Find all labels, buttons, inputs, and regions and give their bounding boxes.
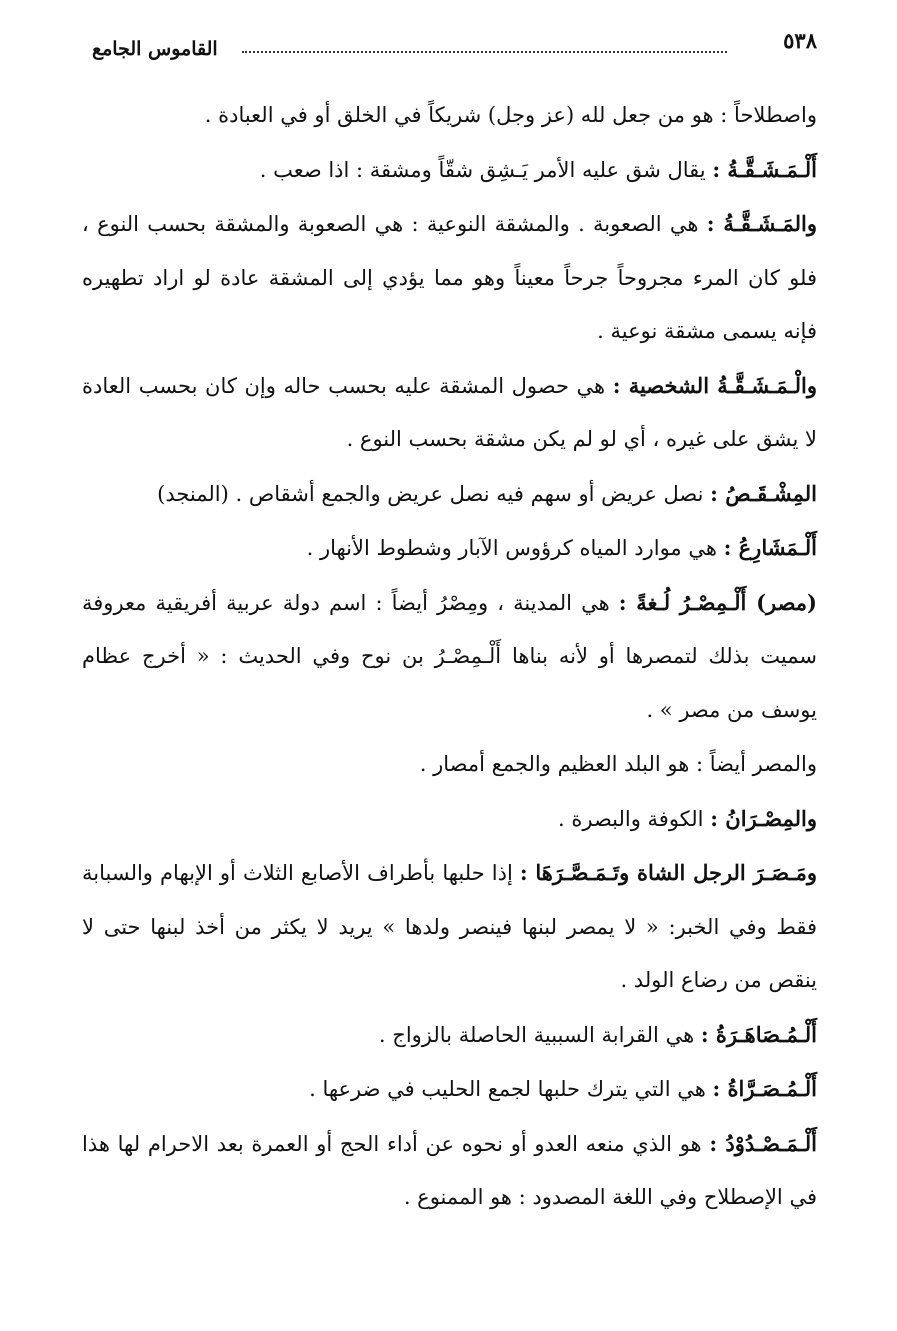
page-header (92, 28, 817, 68)
entry-text: واصطلاحاً : هو من جعل لله (عز وجل) شريكاً في الخلق أو في العبادة . (204, 103, 817, 127)
entry-text: هو الذي منعه العدو أو نحوه عن أداء الحج أو العمرة بعد الاحرام لها هذا في الإصطلاح وفي اللغة المصدود : هو الممنوع . (82, 1131, 817, 1209)
entry-text: والمصر أيضاً : هو البلد العظيم والجمع أمصار . (419, 752, 817, 776)
entry-term: والْـمَـشَـقَّـةُ الشخصية : (612, 372, 817, 398)
entry-paragraph (82, 1008, 817, 1063)
entry-text: هي التي يترك حلبها لجمع الحليب في ضرعها . (309, 1077, 713, 1101)
entry-term: أَلْـمُـصَاهَـرَةُ : (700, 1021, 817, 1047)
entry-paragraph (82, 1062, 817, 1117)
entry-term: أَلْـمَـشَـقَّـةُ : (712, 156, 817, 182)
entry-text: هي المدينة ، ومِصْرُ أيضاً : اسم دولة عربية أفريقية معروفة سميت بذلك لتمصرها أو لأنه بناها أَلْـمِصْـرُ بن نوح وفي الحديث : « أخرج عظام يوسف من مصر » . (82, 590, 817, 722)
entry-term: أَلْـمُـصَـرَّاةُ : (712, 1076, 817, 1101)
entry-paragraph (82, 359, 817, 467)
header-dotted-leader (242, 51, 727, 53)
entry-paragraph (82, 576, 817, 738)
page-number: ٥٣٨ (783, 28, 817, 53)
entry-paragraph (82, 792, 817, 847)
entry-paragraph (82, 846, 817, 1008)
entry-paragraph (82, 143, 817, 198)
entry-text: هي حصول المشقة عليه بحسب حاله وإن كان بحسب العادة لا يشق على غيره ، أي لو لم يكن مشقة بحسب النوع . (82, 373, 817, 451)
entry-text: هي الصعوبة . والمشقة النوعية : هي الصعوبة والمشقة بحسب النوع ، فلو كان المرء مجروحاً جرحاً معيناً وهو مما يؤدي إلى المشقة عادة لو اراد تطهيره فإنه يسمى مشقة نوعية . (82, 212, 817, 343)
entry-term: ومَـصَـرَ الرجل الشاة وتَـمَـصَّـرَهَا : (519, 860, 817, 885)
entry-text: الكوفة والبصرة . (558, 806, 711, 831)
entry-text: هي موارد المياه كرؤوس الآبار وشطوط الأنهار . (306, 536, 724, 560)
entry-paragraph (82, 521, 817, 576)
entry-paragraph (82, 197, 817, 359)
entry-text: نصل عريض أو سهم فيه نصل عريض والجمع أشقاص . (المنجد) (157, 481, 711, 506)
entry-term: والمِصْـرَانُ : (710, 805, 817, 831)
entry-text: هي القرابة السببية الحاصلة بالزواج . (378, 1022, 701, 1047)
entry-paragraph (82, 1117, 817, 1225)
entry-text: يقال شق عليه الأمر يَـشِق شقّاً ومشقة : اذا صعب . (259, 157, 713, 182)
entry-text: إذا حلبها بأطراف الأصابع الثلاث أو الإبهام والسبابة فقط وفي الخبر: « لا يمصر لبنها فينصر ولدها » يريد لا يكثر من أخذ لبنها حتى لا ينقص من رضاع الولد . (82, 861, 817, 992)
entry-term: والمَـشَـقَّـةُ : (706, 211, 817, 236)
running-title: القاموس الجامع (92, 38, 218, 60)
entry-paragraph (82, 88, 817, 143)
entry-paragraph (82, 737, 817, 792)
entry-term: المِشْـقَـصُ : (710, 480, 817, 506)
entry-paragraph (82, 467, 817, 522)
page-body (82, 88, 817, 1225)
entry-term: أَلْـمَشَارِعُ : (723, 535, 817, 560)
entry-term: (مصر) أَلْـمِصْـرُ لُـغةً : (618, 589, 817, 615)
entry-term: أَلْـمَـصْـدُوْدُ : (709, 1130, 817, 1156)
